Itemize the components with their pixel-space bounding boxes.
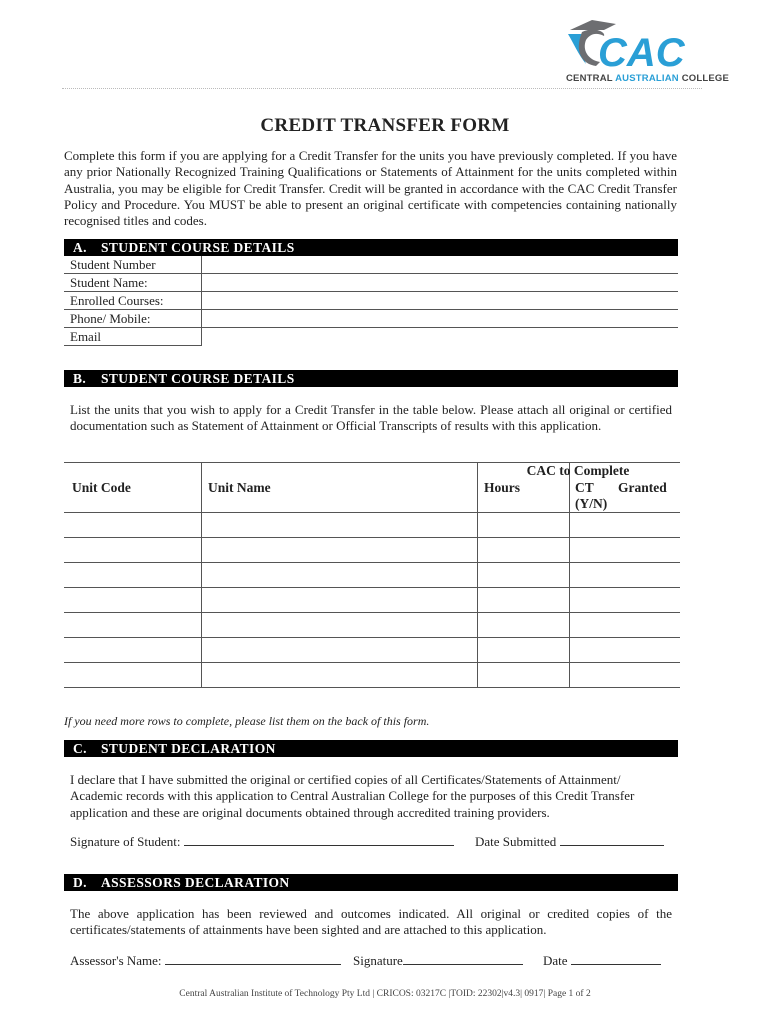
signature-of-student-label: Signature of Student: (70, 834, 181, 849)
assessor-name-label: Assessor's Name: (70, 953, 162, 968)
assessor-date-row (543, 952, 661, 969)
student-signature-row (70, 833, 454, 850)
assessor-signature-field[interactable] (403, 952, 523, 965)
date-submitted-row (475, 833, 664, 850)
table-row (64, 328, 678, 346)
assessor-date-field[interactable] (571, 952, 661, 965)
section-a-header: A. STUDENT COURSE DETAILS (64, 239, 678, 256)
phone-mobile-field[interactable] (202, 310, 679, 328)
section-d-header: D. ASSESSORS DECLARATION (64, 874, 678, 891)
student-details-table (64, 256, 678, 346)
student-signature-field[interactable] (184, 833, 454, 846)
hours-header: Hours (484, 480, 521, 495)
unit-code-header: Unit Code (72, 480, 131, 495)
intro-paragraph: Complete this form if you are applying for a Credit Transfer for the units you have previously completed. If you have any prior Nationally Recognized Training Qualifications or Statements of Attainment for the units completed within Australia, you may be eligible for Credit Transfer. Credit will be granted in accordance with the CAC Credit Transfer Policy and Procedure. You MUST be able to present an original certificate with competencies containing nationally recognised titles and codes. (64, 148, 677, 229)
email-field[interactable] (202, 328, 679, 346)
yn-header: (Y/N) (575, 496, 608, 511)
table-row (64, 638, 680, 663)
field-label: Phone/ Mobile: (64, 310, 202, 328)
date-submitted-label: Date Submitted (475, 834, 557, 849)
granted-header: Granted (618, 480, 667, 495)
header-divider (62, 88, 702, 89)
assessor-name-row (70, 952, 341, 969)
assessor-date-label: Date (543, 953, 568, 968)
section-c-header: C. STUDENT DECLARATION (64, 740, 678, 757)
table-row (64, 613, 680, 638)
assessor-name-field[interactable] (165, 952, 341, 965)
field-label: Email (64, 328, 202, 346)
table-row (64, 588, 680, 613)
table-row (64, 292, 678, 310)
assessor-declaration-text: The above application has been reviewed and outcomes indicated. All original or credited copies of the certificates/statements of attainments have been sighted and are attached to this application. (70, 906, 672, 938)
field-label: Enrolled Courses: (64, 292, 202, 310)
table-row (64, 663, 680, 688)
field-label: Student Name: (64, 274, 202, 292)
date-submitted-field[interactable] (560, 833, 664, 846)
unit-name-header: Unit Name (208, 480, 271, 495)
table-row (64, 256, 678, 274)
cac-to-complete-header: CAC to Complete (526, 463, 630, 478)
logo-brand-text: CAC (598, 31, 685, 75)
assessor-signature-label: Signature (353, 953, 403, 968)
more-rows-note: If you need more rows to complete, please list them on the back of this form. (64, 714, 430, 728)
table-row (64, 563, 680, 588)
student-declaration-text: I declare that I have submitted the original or certified copies of all Certificates/Statements of Attainment/ Academic records with this application to Central Australian College for the purposes of this Credit Transfer application and these are original documents obtained through accredited training providers. (70, 772, 635, 820)
ct-header: CT (575, 480, 594, 495)
field-label: Student Number (64, 256, 202, 274)
section-b-instructions: List the units that you wish to apply for a Credit Transfer in the table below. Please attach all original or certified documentation such as Statement of Attainment or Official Transcripts of results with this application. (70, 402, 672, 434)
page-footer: Central Australian Institute of Technology Pty Ltd | CRICOS: 03217C |TOID: 22302|v4.3| 0917| Page 1 of 2 (179, 989, 591, 999)
student-name-field[interactable] (202, 274, 679, 292)
table-row (64, 538, 680, 563)
table-row (64, 513, 680, 538)
enrolled-courses-field[interactable] (202, 292, 679, 310)
form-title: CREDIT TRANSFER FORM (260, 115, 510, 136)
table-row (64, 274, 678, 292)
college-name: CENTRAL AUSTRALIAN COLLEGE (566, 73, 730, 84)
student-number-field[interactable] (202, 256, 679, 274)
assessor-signature-row (353, 952, 523, 969)
section-b-header: B. STUDENT COURSE DETAILS (64, 370, 678, 387)
table-row (64, 310, 678, 328)
